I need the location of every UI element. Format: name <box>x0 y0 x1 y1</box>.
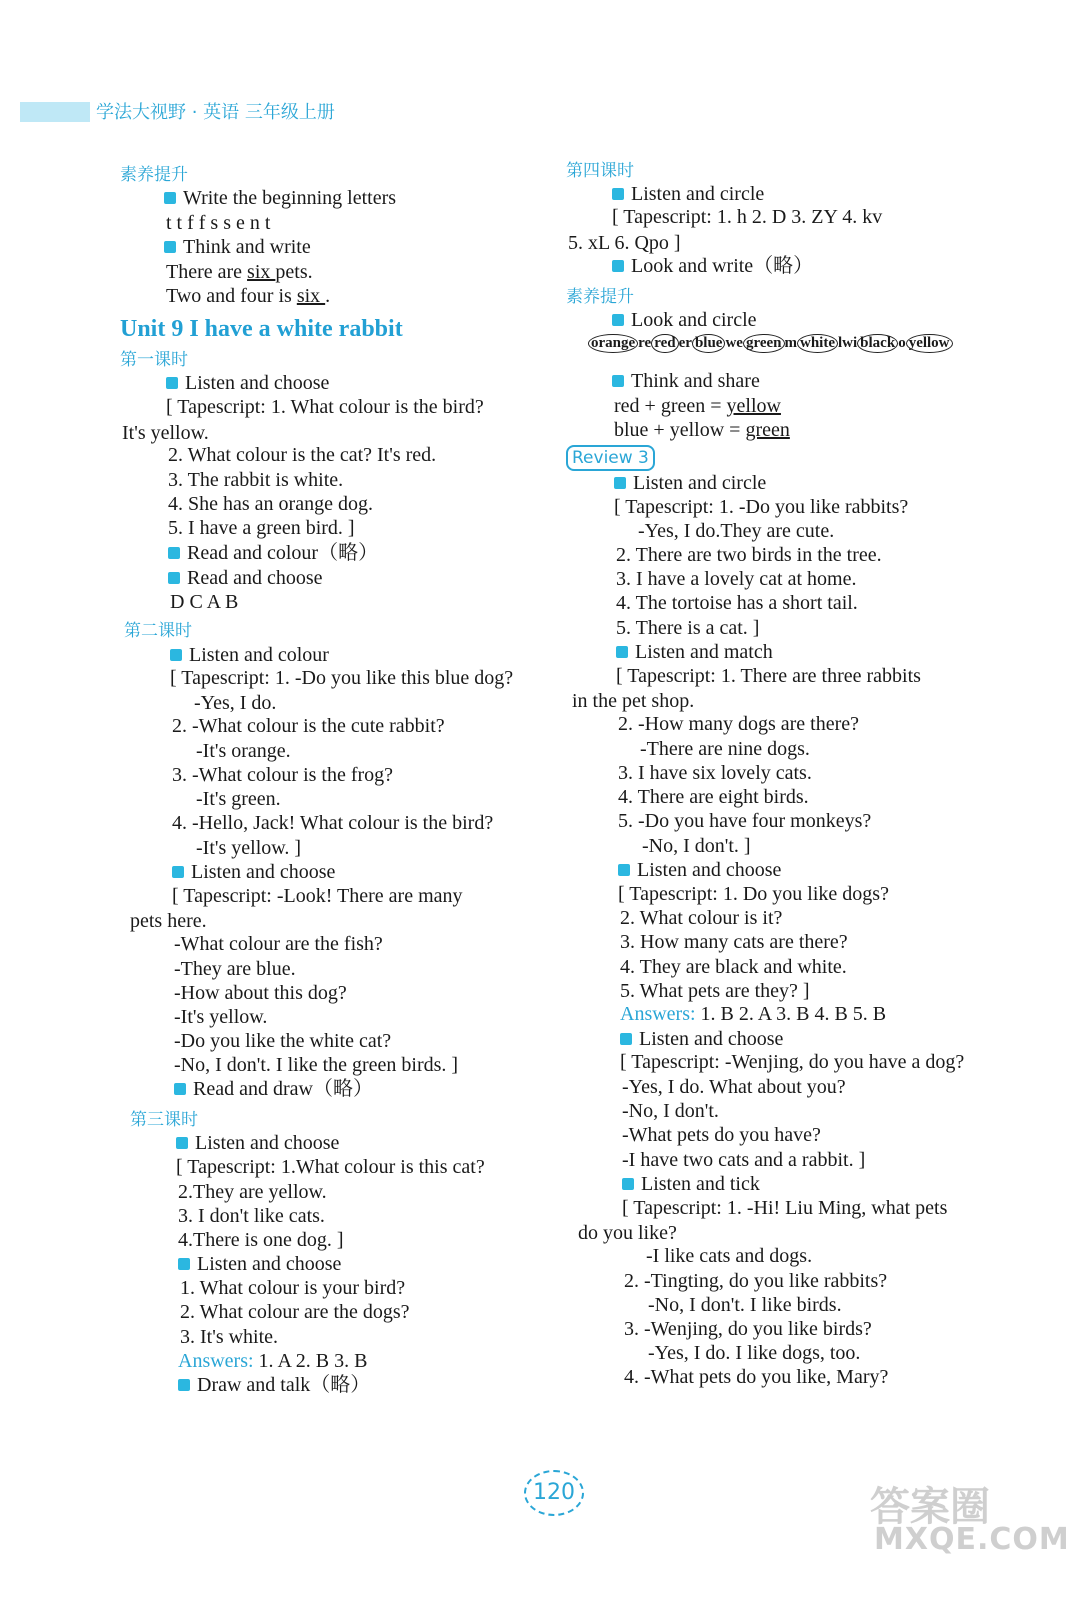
line-text: -It's green. <box>196 788 281 810</box>
watermark-site: MXQE.COM <box>874 1522 1070 1557</box>
text-line <box>196 739 291 763</box>
square-bullet-icon <box>612 188 624 200</box>
text-line <box>178 1252 341 1276</box>
section-heading <box>566 282 634 307</box>
line-text: 2.They are yellow. <box>178 1181 327 1203</box>
line-text: 第三课时 <box>130 1110 198 1130</box>
line-text: [ Tapescript: -Wenjing, do you have a dog? <box>620 1051 965 1073</box>
line-text: D C A B <box>170 591 239 613</box>
line-text: -Yes, I do. <box>194 692 277 714</box>
text-line <box>620 906 782 930</box>
square-bullet-icon <box>622 1178 634 1190</box>
running-header: 学法大视野 · 英语 三年级上册 <box>96 102 335 123</box>
line-text: -What colour are the fish? <box>174 933 383 955</box>
text-line <box>622 1148 865 1172</box>
answers-label: Answers: <box>620 1003 696 1025</box>
line-text: 5. xL 6. Qpo ] <box>568 232 681 254</box>
text-line <box>614 495 908 519</box>
line-text: -It's yellow. <box>174 1006 268 1028</box>
line-text: Listen and choose <box>195 1132 340 1154</box>
text-line <box>618 761 812 785</box>
text-line <box>616 616 759 640</box>
text-line <box>614 394 781 418</box>
filler-letters: re <box>638 335 652 351</box>
line-text: Listen and choose <box>191 861 336 883</box>
line-text: -I have two cats and a rabbit. ] <box>622 1149 866 1171</box>
text-line <box>164 186 396 210</box>
square-bullet-icon <box>170 649 182 661</box>
text-line <box>618 785 809 809</box>
text-line <box>172 860 335 884</box>
text-line <box>612 254 813 278</box>
circled-color-word: red <box>651 334 678 353</box>
line-text: Read and choose <box>187 567 323 589</box>
line-text: -No, I don't. I like birds. <box>648 1294 842 1316</box>
line-text: 4. -What pets do you like, Mary? <box>624 1366 889 1388</box>
line-text: [ Tapescript: -Look! There are many <box>172 885 463 907</box>
line-text: Two and four is <box>166 285 297 307</box>
text-line <box>172 884 463 908</box>
text-line <box>174 932 383 956</box>
circled-color-word: black <box>857 334 898 353</box>
line-text: It's yellow. <box>122 422 209 444</box>
text-line <box>168 541 378 565</box>
text-line <box>620 1002 886 1026</box>
filler-letters: lwi <box>838 335 858 351</box>
text-line <box>196 787 281 811</box>
square-bullet-icon <box>178 1379 190 1391</box>
text-line <box>172 714 445 738</box>
text-line <box>616 591 858 615</box>
line-text: Read and draw（略） <box>193 1078 373 1100</box>
text-line <box>174 1077 373 1101</box>
filler-letters: we <box>725 335 743 351</box>
section-heading <box>566 156 634 181</box>
line-text: in the pet shop. <box>572 690 695 712</box>
text-line <box>164 235 311 259</box>
line-text: Listen and match <box>635 641 773 663</box>
text-line <box>620 955 847 979</box>
text-line <box>648 1341 860 1365</box>
text-line <box>172 811 493 835</box>
text-line <box>622 1196 947 1220</box>
text-line <box>176 1131 339 1155</box>
square-bullet-icon <box>166 377 178 389</box>
text-line <box>172 763 393 787</box>
square-bullet-icon <box>168 547 180 559</box>
line-text: 3. -Wenjing, do you like birds? <box>624 1318 872 1340</box>
line-text: 2. What colour is the cat? It's red. <box>168 444 437 466</box>
square-bullet-icon <box>164 192 176 204</box>
line-text: 第四课时 <box>566 161 634 181</box>
line-text: blue + yellow = <box>614 419 746 441</box>
line-text: 4. She has an orange dog. <box>168 493 373 515</box>
line-text: 4.There is one dog. ] <box>178 1229 344 1251</box>
line-text: Listen and choose <box>185 372 330 394</box>
text-line <box>646 1244 812 1268</box>
line-text: There are <box>166 261 248 283</box>
line-text: 3. I don't like cats. <box>178 1205 325 1227</box>
text-line <box>612 369 760 393</box>
line-text: [ Tapescript: 1. h 2. D 3. ZY 4. kv <box>612 206 883 228</box>
line-text: Draw and talk（略） <box>197 1374 371 1396</box>
square-bullet-icon <box>172 866 184 878</box>
line-text: Read and colour（略） <box>187 542 379 564</box>
square-bullet-icon <box>618 864 630 876</box>
line-text: [ Tapescript: 1. -Do you like this blue dog? <box>170 667 514 689</box>
square-bullet-icon <box>614 477 626 489</box>
text-line <box>618 858 781 882</box>
text-line <box>648 1293 842 1317</box>
line-text: 1. A 2. B 3. B <box>253 1350 368 1372</box>
line-text: 2. What colour are the dogs? <box>180 1301 410 1323</box>
text-line <box>170 666 513 690</box>
text-line <box>170 590 238 614</box>
line-text: Look and write（略） <box>631 255 814 277</box>
answer-blank: green <box>745 419 790 441</box>
line-text: [ Tapescript: 1. -Do you like rabbits? <box>614 496 909 518</box>
text-line <box>612 182 764 206</box>
line-text: 4. The tortoise has a short tail. <box>616 592 858 614</box>
text-line <box>170 643 329 667</box>
line-text-after: pets. <box>275 261 313 283</box>
text-line <box>620 930 848 954</box>
line-text: -No, I don't. ] <box>642 835 751 857</box>
text-line <box>640 737 810 761</box>
text-line <box>194 691 276 715</box>
line-text: 2. There are two birds in the tree. <box>616 544 882 566</box>
text-line <box>612 205 882 229</box>
text-line <box>624 1317 872 1341</box>
text-line <box>618 882 889 906</box>
square-bullet-icon <box>616 646 628 658</box>
line-text: 3. -What colour is the frog? <box>172 764 394 786</box>
line-text: 1. B 2. A 3. B 4. B 5. B <box>695 1003 887 1025</box>
text-line <box>624 1269 887 1293</box>
line-text: 4. There are eight birds. <box>618 786 809 808</box>
line-text: -It's yellow. ] <box>196 837 302 859</box>
square-bullet-icon <box>612 314 624 326</box>
section-heading <box>124 616 192 641</box>
line-text: -Yes, I do. What about you? <box>622 1076 846 1098</box>
section-heading <box>130 1105 198 1130</box>
line-text: -They are blue. <box>174 958 296 980</box>
line-text: Listen and choose <box>637 859 782 881</box>
text-line <box>174 1029 391 1053</box>
line-text: 2. -What colour is the cute rabbit? <box>172 715 445 737</box>
text-line <box>616 664 921 688</box>
line-text: -No, I don't. I like the green birds. ] <box>174 1054 459 1076</box>
text-line <box>168 566 323 590</box>
text-line <box>130 909 207 933</box>
text-line <box>624 1365 888 1389</box>
line-text: 2. -Tingting, do you like rabbits? <box>624 1270 888 1292</box>
filler-letters: o <box>898 335 906 351</box>
text-line <box>168 516 355 540</box>
line-text: Listen and choose <box>197 1253 342 1275</box>
text-line <box>122 421 209 445</box>
text-line <box>620 979 810 1003</box>
line-text: 5. -Do you have four monkeys? <box>618 810 872 832</box>
answer-blank: six <box>296 285 326 307</box>
line-text: -There are nine dogs. <box>640 738 810 760</box>
line-text: pets here. <box>130 910 207 932</box>
text-line <box>174 981 347 1005</box>
text-line <box>178 1349 367 1373</box>
line-text: 素养提升 <box>566 287 634 307</box>
text-line <box>180 1300 410 1324</box>
text-line <box>618 809 871 833</box>
answer-blank: yellow <box>726 395 781 417</box>
line-text: Write the beginning letters <box>183 187 397 209</box>
text-line <box>178 1204 325 1228</box>
text-line <box>168 492 373 516</box>
line-text: 素养提升 <box>120 165 188 185</box>
filler-letters: m <box>784 335 797 351</box>
header-decor-bar <box>20 102 90 122</box>
text-line <box>622 1075 846 1099</box>
text-line <box>168 443 436 467</box>
line-text: Listen and tick <box>641 1173 760 1195</box>
line-text: Listen and circle <box>631 183 765 205</box>
line-text: -What pets do you have? <box>622 1124 821 1146</box>
line-text: 第一课时 <box>120 350 188 370</box>
line-text: t t f f s s e n t <box>166 212 271 234</box>
text-line <box>180 1325 278 1349</box>
line-text: [ Tapescript: 1. There are three rabbits <box>616 665 921 687</box>
text-line <box>622 1123 821 1147</box>
circled-color-word: orange <box>588 334 638 353</box>
line-text: Listen and circle <box>633 472 767 494</box>
square-bullet-icon <box>612 375 624 387</box>
line-text: [ Tapescript: 1. What colour is the bird? <box>166 396 484 418</box>
line-text: [ Tapescript: 1. Do you like dogs? <box>618 883 889 905</box>
line-text: 2. -How many dogs are there? <box>618 713 860 735</box>
line-text: -It's orange. <box>196 740 291 762</box>
answer-blank: six <box>247 261 276 283</box>
line-text: -Yes, I do.They are cute. <box>638 520 835 542</box>
text-line <box>568 231 681 255</box>
text-line <box>578 1221 677 1245</box>
square-bullet-icon <box>168 572 180 584</box>
text-line <box>166 211 270 235</box>
text-line <box>168 468 343 492</box>
text-line <box>196 836 301 860</box>
text-line <box>572 689 694 713</box>
text-line <box>166 284 330 308</box>
square-bullet-icon <box>612 260 624 272</box>
filler-letters: er <box>678 335 692 351</box>
circled-color-word: blue <box>692 334 726 353</box>
line-text: -How about this dog? <box>174 982 347 1004</box>
text-line <box>612 308 757 332</box>
text-line <box>174 1053 458 1077</box>
line-text: 2. What colour is it? <box>620 907 783 929</box>
text-line <box>174 957 296 981</box>
text-line <box>616 543 882 567</box>
unit-title <box>120 316 403 343</box>
text-line <box>180 1276 405 1300</box>
line-text: 5. What pets are they? ] <box>620 980 810 1002</box>
page-number: 120 <box>524 1470 584 1516</box>
text-line <box>178 1180 327 1204</box>
text-line <box>638 519 834 543</box>
line-text: -I like cats and dogs. <box>646 1245 813 1267</box>
line-text: -Do you like the white cat? <box>174 1030 392 1052</box>
text-line <box>614 418 790 442</box>
line-text: -Yes, I do. I like dogs, too. <box>648 1342 861 1364</box>
line-text: 3. The rabbit is white. <box>168 469 344 491</box>
line-text: 3. I have a lovely cat at home. <box>616 568 857 590</box>
line-text: 5. There is a cat. ] <box>616 617 760 639</box>
section-heading <box>120 160 188 185</box>
text-line <box>622 1172 760 1196</box>
section-heading <box>120 345 188 370</box>
line-text: 第二课时 <box>124 621 192 641</box>
square-bullet-icon <box>164 241 176 253</box>
text-line <box>174 1005 267 1029</box>
line-text: Think and write <box>183 236 311 258</box>
review-3-badge: Review 3 <box>566 445 655 471</box>
square-bullet-icon <box>178 1258 190 1270</box>
square-bullet-icon <box>176 1137 188 1149</box>
circled-color-word: white <box>797 334 838 353</box>
line-text: Listen and choose <box>639 1028 784 1050</box>
watermark-logo: 答案圈 <box>870 1484 990 1530</box>
text-line <box>176 1155 485 1179</box>
line-text: 3. How many cats are there? <box>620 931 848 953</box>
circled-color-word: yellow <box>906 334 953 353</box>
square-bullet-icon <box>620 1033 632 1045</box>
line-text: -No, I don't. <box>622 1100 719 1122</box>
text-line <box>616 640 773 664</box>
line-text: Look and circle <box>631 309 757 331</box>
line-text: 3. It's white. <box>180 1326 279 1348</box>
line-text: 1. What colour is your bird? <box>180 1277 406 1299</box>
line-text-after: . <box>325 285 331 307</box>
line-text: red + green = <box>614 395 727 417</box>
text-line <box>166 260 313 284</box>
square-bullet-icon <box>174 1083 186 1095</box>
line-text: 5. I have a green bird. ] <box>168 517 355 539</box>
line-text: Unit 9 I have a white rabbit <box>120 316 403 342</box>
text-line <box>620 1050 964 1074</box>
text-line <box>614 471 766 495</box>
text-line <box>642 834 751 858</box>
line-text: 4. -Hello, Jack! What colour is the bird? <box>172 812 494 834</box>
line-text: [ Tapescript: 1. -Hi! Liu Ming, what pets <box>622 1197 948 1219</box>
text-line <box>178 1373 370 1397</box>
color-word-snake <box>588 334 953 353</box>
text-line <box>166 395 484 419</box>
line-text: 4. They are black and white. <box>620 956 847 978</box>
text-line <box>166 371 329 395</box>
circled-color-word: green <box>743 334 785 353</box>
answers-label: Answers: <box>178 1350 254 1372</box>
text-line <box>618 712 859 736</box>
line-text: do you like? <box>578 1222 677 1244</box>
line-text: Think and share <box>631 370 760 392</box>
line-text: Listen and colour <box>189 644 329 666</box>
text-line <box>622 1099 719 1123</box>
text-line <box>178 1228 344 1252</box>
text-line <box>616 567 856 591</box>
text-line <box>620 1027 783 1051</box>
line-text: [ Tapescript: 1.What colour is this cat? <box>176 1156 485 1178</box>
line-text: 3. I have six lovely cats. <box>618 762 812 784</box>
